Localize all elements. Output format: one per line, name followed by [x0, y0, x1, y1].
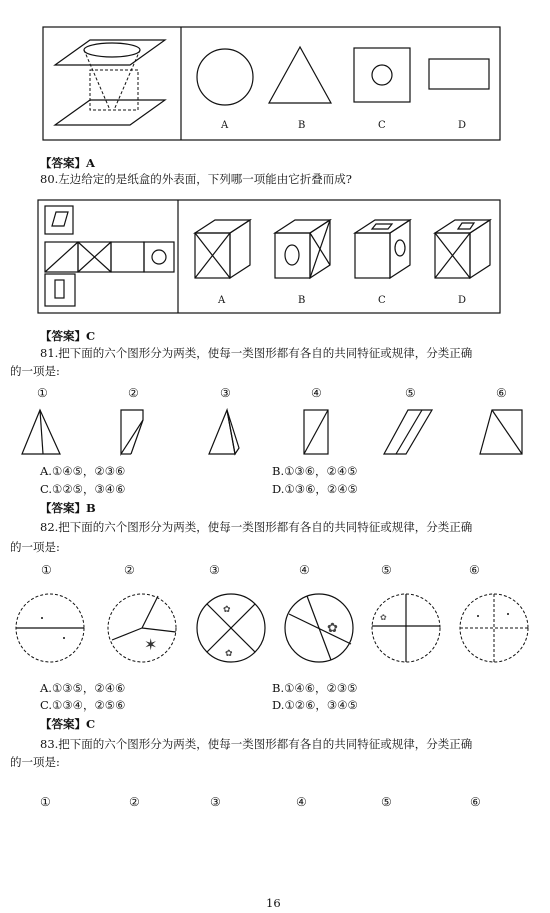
q82-figure-number-5: ⑤ — [381, 563, 392, 577]
q81-figure-number-2: ② — [128, 386, 139, 400]
q83-question-line2: 的一项是: — [10, 755, 60, 769]
q79-option-a-label: A — [221, 120, 229, 131]
q83-figure-number-6: ⑥ — [470, 795, 481, 809]
q82-figure-2 — [104, 590, 184, 670]
q79-option-d-label: D — [458, 120, 467, 131]
q81-figure-number-3: ③ — [220, 386, 231, 400]
q81-option-a: A.①④⑤，②③⑥ — [40, 464, 126, 478]
q81-figure-number-4: ④ — [311, 386, 322, 400]
svg-text:✿: ✿ — [223, 605, 231, 615]
q79-option-b-label: B — [298, 120, 306, 131]
svg-text:✿: ✿ — [327, 621, 338, 636]
q82-figure-3 — [193, 590, 273, 670]
q80-option-a-cube — [190, 215, 260, 295]
q82-figure-number-3: ③ — [209, 563, 220, 577]
q81-figure-number-5: ⑤ — [405, 386, 416, 400]
q80-option-d-label: D — [458, 295, 467, 306]
q83-question-line1: 83.把下面的六个图形分为两类，使每一类图形都有各自的共同特征或规律，分类正确 — [40, 737, 473, 751]
q79-option-a-circle — [190, 45, 260, 115]
q83-figure-number-5: ⑤ — [381, 795, 392, 809]
q80-answer: 【答案】C — [40, 329, 96, 343]
q82-option-a: A.①③⑤，②④⑥ — [40, 681, 126, 695]
q79-answer: 【答案】A — [40, 156, 95, 170]
q82-question-line1: 82.把下面的六个图形分为两类，使每一类图形都有各自的共同特征或规律，分类正确 — [40, 520, 473, 534]
q82-figure-5 — [368, 590, 448, 670]
q80-question: 80.左边给定的是纸盒的外表面，下列哪一项能由它折叠而成? — [40, 172, 352, 186]
q83-figure-number-3: ③ — [210, 795, 221, 809]
q82-option-b: B.①④⑥，②③⑤ — [272, 681, 358, 695]
q79-option-d-rectangle — [425, 45, 495, 115]
q80-option-b-cube — [270, 215, 340, 295]
q81-figure-1 — [18, 408, 68, 458]
q81-figure-number-6: ⑥ — [496, 386, 507, 400]
q81-option-b: B.①③⑥，②④⑤ — [272, 464, 358, 478]
svg-text:✶: ✶ — [144, 635, 158, 654]
q81-figure-3 — [205, 408, 255, 458]
svg-text:✿: ✿ — [225, 649, 233, 659]
q81-question-line2: 的一项是: — [10, 364, 60, 378]
q81-option-d: D.①③⑥，②④⑤ — [272, 482, 358, 496]
q81-option-c: C.①②⑤，③④⑥ — [40, 482, 126, 496]
q82-figure-number-2: ② — [124, 563, 135, 577]
q82-figure-6 — [456, 590, 536, 670]
q81-answer: 【答案】B — [40, 501, 96, 515]
q81-figure-5 — [382, 408, 442, 458]
q80-option-a-label: A — [218, 295, 226, 306]
q79-option-c-label: C — [378, 120, 386, 131]
q82-question-line2: 的一项是: — [10, 540, 60, 554]
q83-figure-number-1: ① — [40, 795, 51, 809]
q79-option-b-triangle — [265, 45, 335, 115]
q82-figure-4 — [281, 590, 361, 670]
q83-figure-number-4: ④ — [296, 795, 307, 809]
q80-option-c-cube — [350, 215, 420, 295]
q82-option-d: D.①②⑥，③④⑤ — [272, 698, 358, 712]
svg-text:✿: ✿ — [380, 613, 387, 622]
q80-option-b-label: B — [298, 295, 306, 306]
q81-figure-4 — [300, 408, 350, 458]
page-number: 16 — [266, 896, 281, 910]
q81-question-line1: 81.把下面的六个图形分为两类，使每一类图形都有各自的共同特征或规律，分类正确 — [40, 346, 473, 360]
q82-option-c: C.①③④，②⑤⑥ — [40, 698, 126, 712]
q81-figure-number-1: ① — [37, 386, 48, 400]
q79-option-c-square-circle — [350, 45, 420, 115]
q82-figure-number-4: ④ — [299, 563, 310, 577]
q81-figure-6 — [478, 408, 538, 458]
q80-option-c-label: C — [378, 295, 386, 306]
q82-figure-number-1: ① — [41, 563, 52, 577]
q83-figure-number-2: ② — [129, 795, 140, 809]
q82-figure-1 — [12, 590, 92, 670]
q80-option-d-cube — [430, 215, 500, 295]
q81-figure-2 — [115, 408, 165, 458]
q82-answer: 【答案】C — [40, 717, 96, 731]
q82-figure-number-6: ⑥ — [469, 563, 480, 577]
